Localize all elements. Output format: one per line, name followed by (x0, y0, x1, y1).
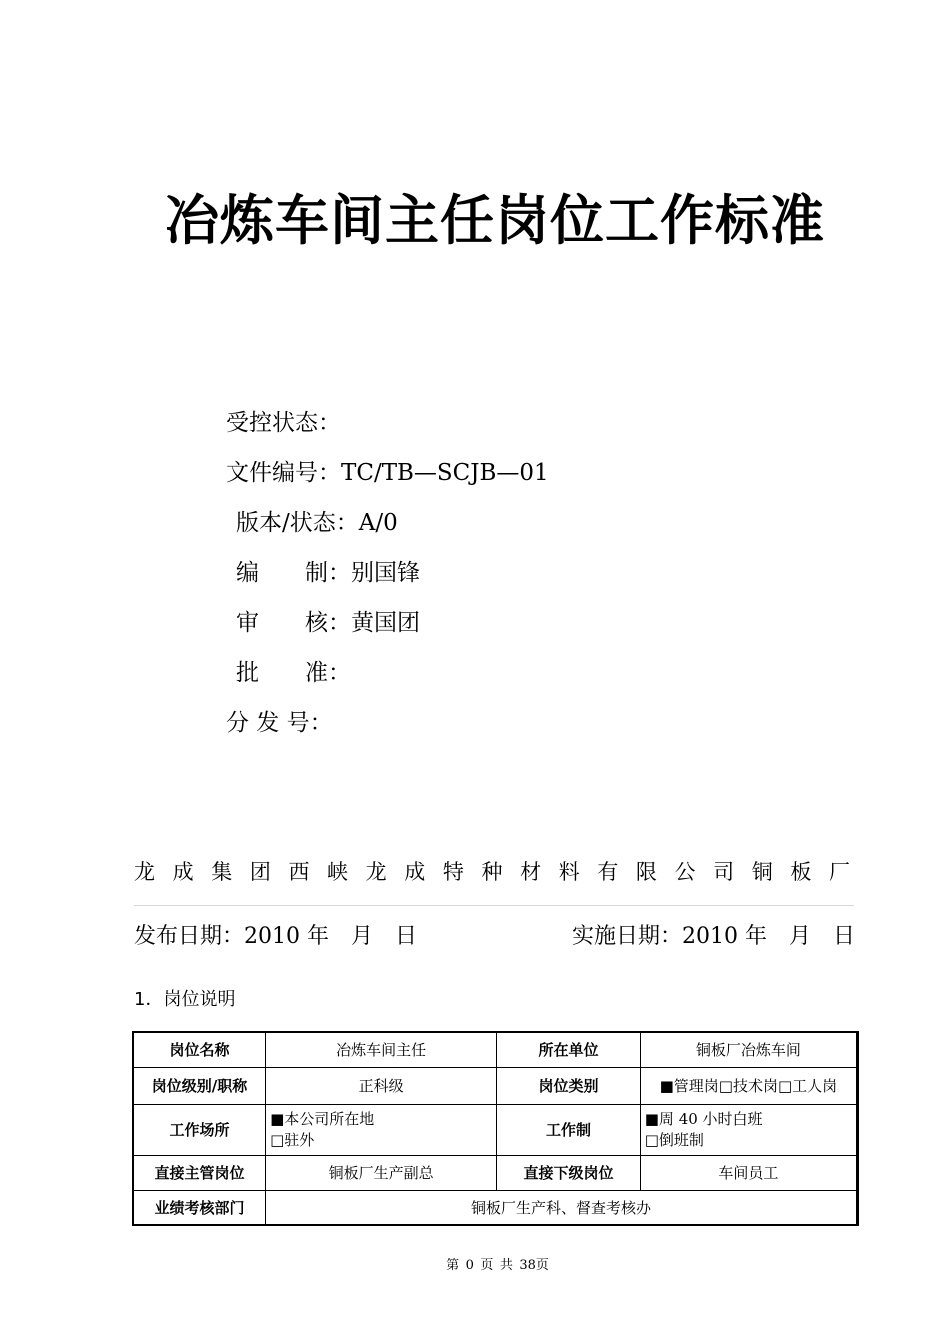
meta-label: 编 制： (236, 560, 351, 586)
page-footer: 第 0 页 共 38页 (446, 1258, 549, 1273)
company-char: 成 (172, 860, 194, 884)
meta-label: 文件编号： (226, 460, 341, 486)
table-row (133, 1190, 858, 1225)
cell-value: ■管理岗□技术岗□工人岗 (640, 1067, 857, 1104)
meta-file-number (226, 458, 549, 488)
cell-value: 铜板厂冶炼车间 (640, 1032, 857, 1067)
company-name (134, 856, 850, 886)
company-char: 集 (211, 860, 233, 884)
meta-value: A/0 (358, 510, 398, 536)
company-char: 有 (597, 860, 619, 884)
meta-label: 受控状态： (226, 410, 341, 436)
table-row (133, 1155, 858, 1190)
meta-distribution-number (226, 708, 333, 738)
workplace-option-local: ■本公司所在地 (270, 1109, 375, 1128)
meta-value: 黄国团 (351, 610, 420, 636)
effective-date: 实施日期：2010 年 月 日 (572, 924, 855, 949)
company-char: 西 (288, 860, 310, 884)
company-char: 限 (635, 860, 657, 884)
cell-header: 直接下级岗位 (497, 1155, 641, 1190)
section-title: 1．岗位说明 (134, 989, 236, 1010)
company-char: 板 (790, 860, 812, 884)
cell-value: 正科级 (266, 1067, 497, 1104)
cell-value: 冶炼车间主任 (266, 1032, 497, 1067)
meta-control-status (226, 408, 341, 438)
meta-label: 审 核： (236, 610, 351, 636)
cell-header: 岗位级别/职称 (133, 1067, 266, 1104)
meta-label: 批 准： (236, 660, 351, 686)
company-char: 铜 (751, 860, 773, 884)
table-row (133, 1104, 858, 1155)
company-char: 公 (674, 860, 696, 884)
company-char: 龙 (365, 860, 387, 884)
meta-label: 版本/状态： (236, 510, 359, 536)
company-char: 龙 (134, 860, 155, 884)
meta-label: 分 发 号： (226, 710, 333, 736)
meta-value: TC/TB—SCJB—01 (341, 460, 549, 486)
company-char: 司 (713, 860, 735, 884)
company-char: 材 (520, 860, 542, 884)
cell-header: 岗位名称 (133, 1032, 266, 1067)
cell-value: 铜板厂生产科、督查考核办 (266, 1190, 858, 1225)
cell-header: 工作场所 (133, 1104, 266, 1155)
divider-line (134, 905, 854, 906)
company-char: 厂 (828, 860, 850, 884)
cell-value (640, 1104, 857, 1155)
company-char: 团 (249, 860, 271, 884)
document-title: 冶炼车间主任岗位工作标准 (165, 189, 825, 252)
cell-value (266, 1104, 497, 1155)
meta-compiled-by (236, 558, 420, 588)
cell-header: 所在单位 (497, 1032, 641, 1067)
table-row (133, 1032, 858, 1067)
company-char: 峡 (327, 860, 349, 884)
company-char: 种 (481, 860, 503, 884)
meta-reviewed-by (236, 608, 420, 638)
company-char: 特 (442, 860, 464, 884)
cell-header: 岗位类别 (497, 1067, 641, 1104)
publish-date: 发布日期：2010 年 月 日 (134, 924, 417, 949)
company-char: 成 (404, 860, 426, 884)
job-info-table (132, 1031, 859, 1226)
cell-header: 直接主管岗位 (133, 1155, 266, 1190)
workplace-option-remote: □驻外 (270, 1130, 315, 1149)
meta-value: 别国锋 (351, 560, 420, 586)
table-row (133, 1067, 858, 1104)
schedule-option-day: ■周 40 小时白班 (644, 1109, 763, 1128)
cell-header: 业绩考核部门 (133, 1190, 266, 1225)
cell-value: 铜板厂生产副总 (266, 1155, 497, 1190)
company-char: 料 (558, 860, 580, 884)
meta-approved-by (236, 658, 351, 688)
cell-value: 车间员工 (640, 1155, 857, 1190)
cell-header: 工作制 (497, 1104, 641, 1155)
schedule-option-shift: □倒班制 (644, 1130, 704, 1149)
meta-version (236, 508, 398, 538)
